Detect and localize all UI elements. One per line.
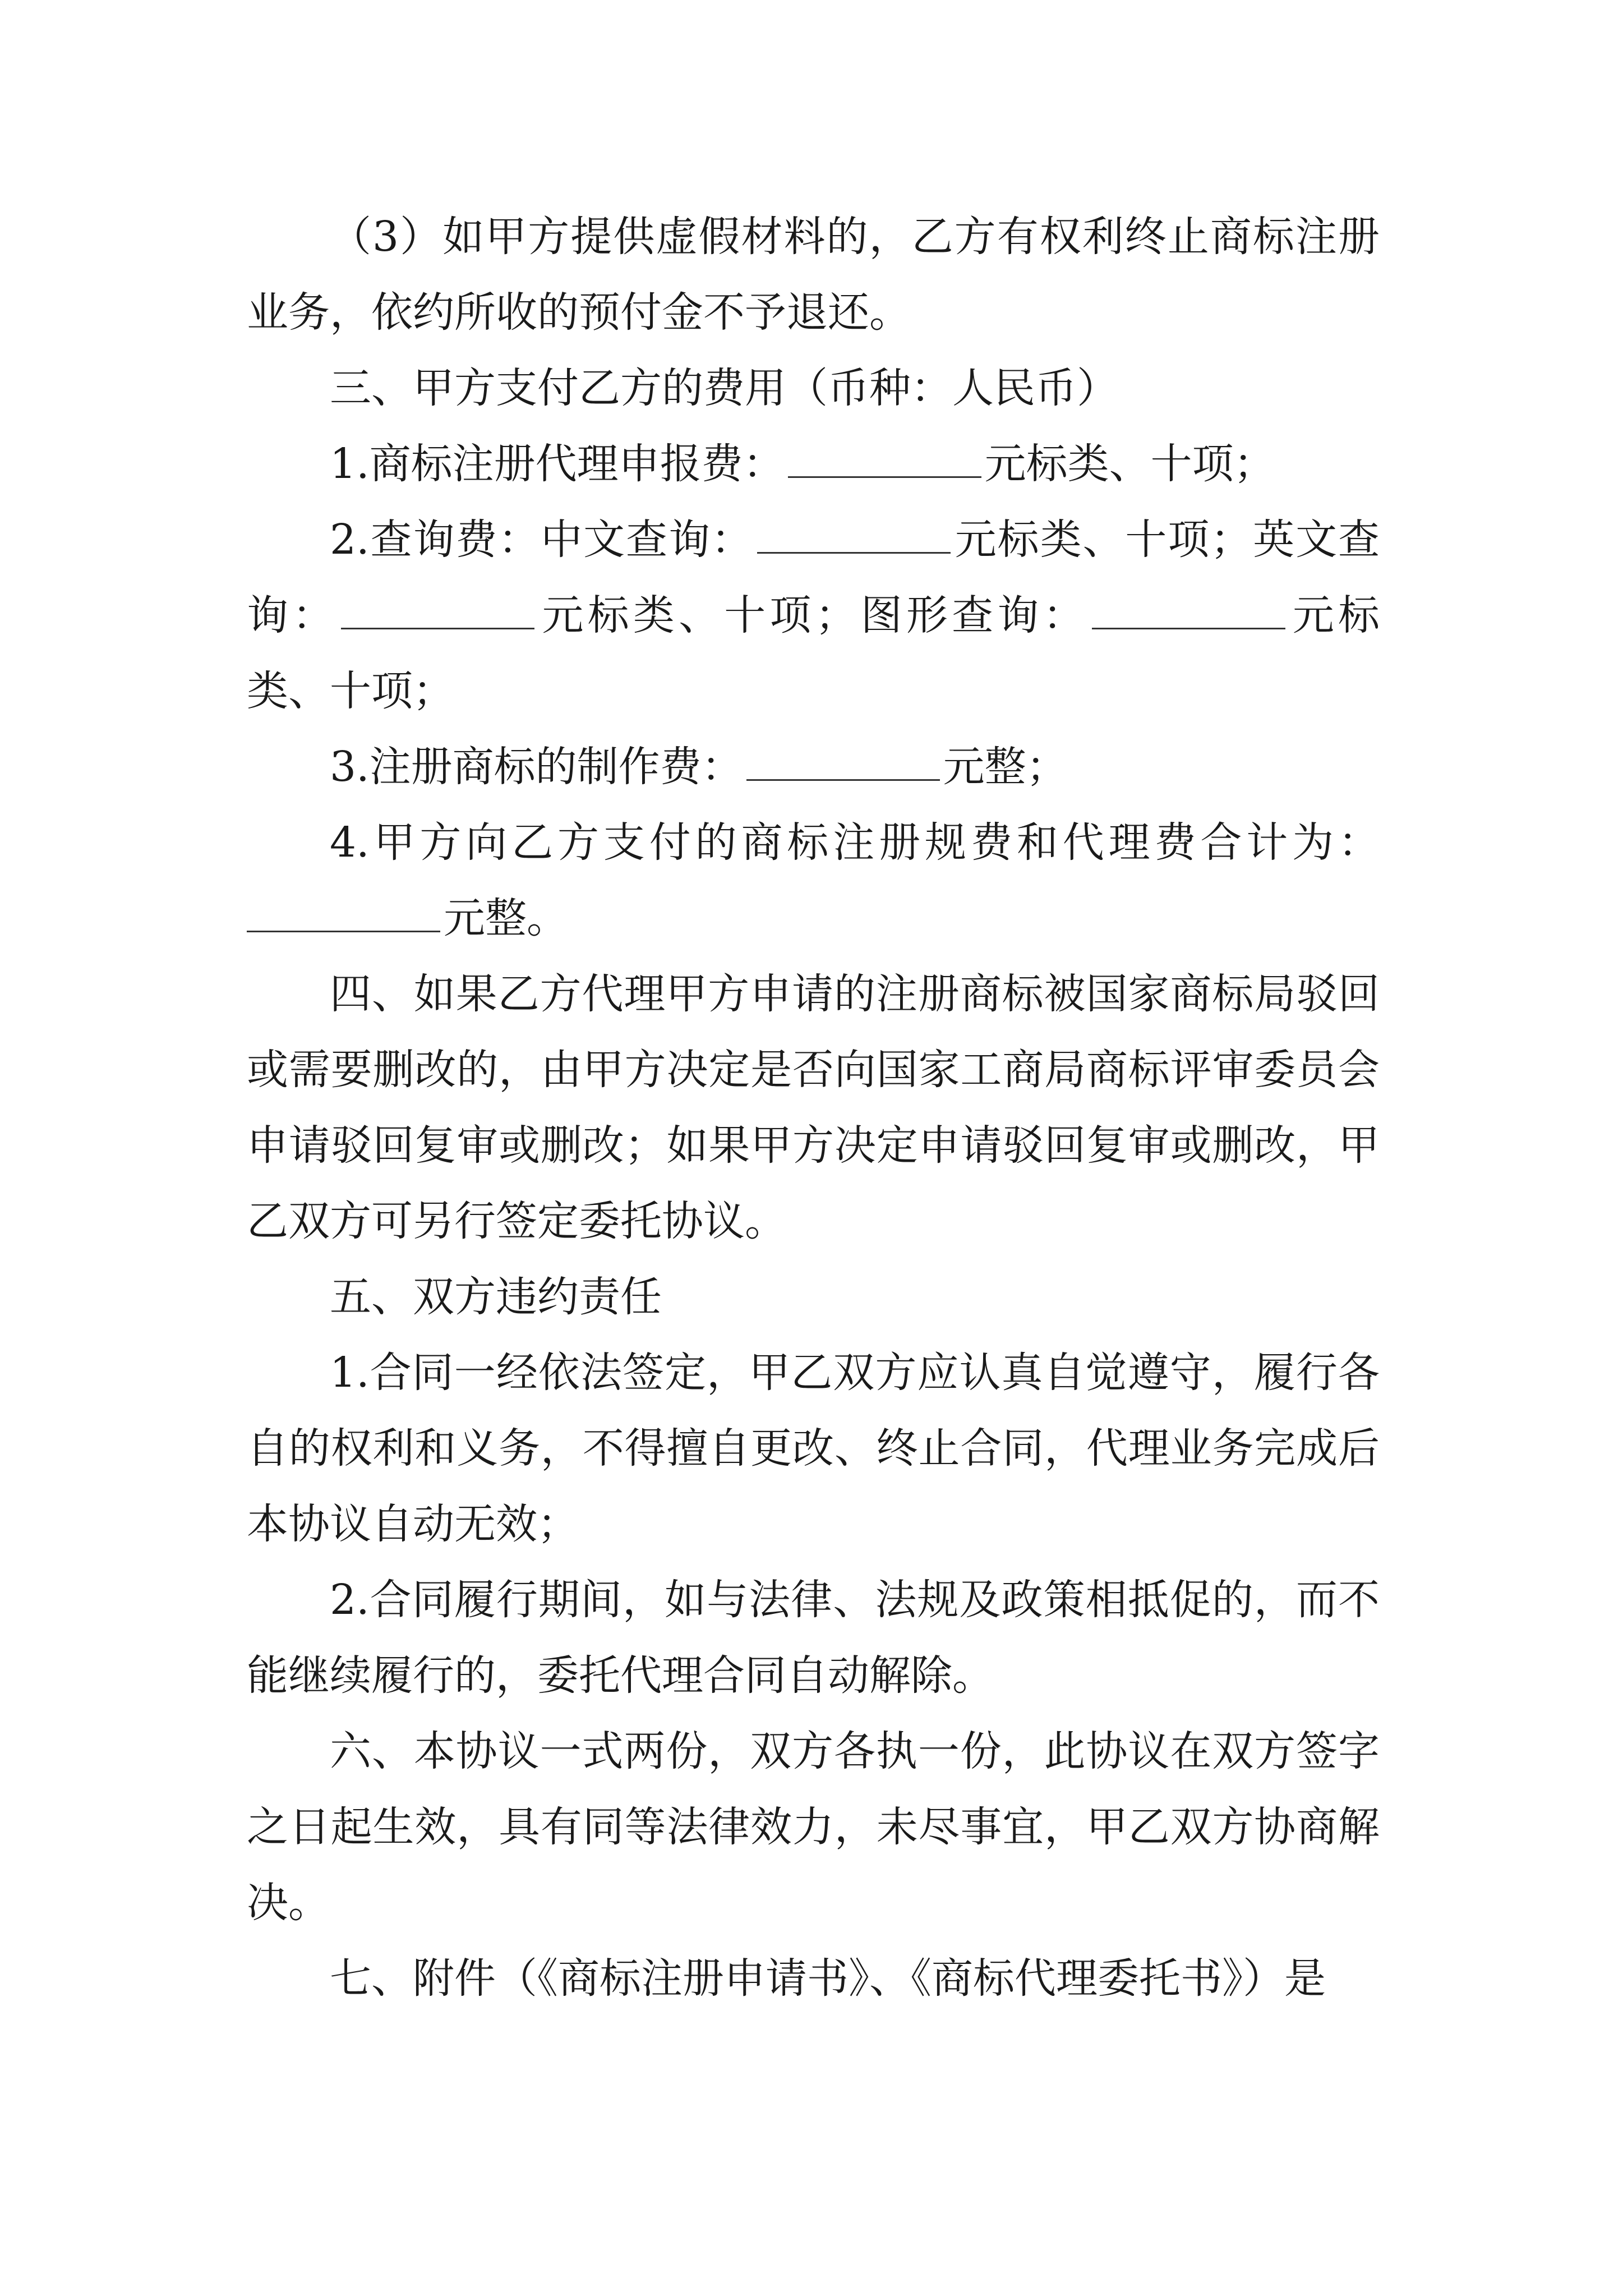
section-rejection: 四、如果乙方代理甲方申请的注册商标被国家商标局驳回或需要删改的，由甲方决定是否向国家工商局商标评审委员会申请驳回复审或删改；如果甲方决定申请驳回复审或删改，甲乙双方可另行签定委托协议。	[247, 970, 1380, 1245]
document-page	[247, 199, 1380, 2017]
blank-line	[788, 443, 981, 478]
fee-label: 4.甲方向乙方支付的商标注册规费和代理费合计为：	[330, 818, 1380, 867]
blank-line	[247, 897, 440, 932]
fee-unit: 元标类、十项；图形查询：	[538, 591, 1089, 639]
fee-label: 1.商标注册代理申报费：	[330, 440, 785, 488]
fee-item-application	[247, 426, 1380, 502]
section-attachments: 七、附件（《商标注册申请书》、《商标代理委托书》）是	[330, 1954, 1326, 2003]
section-fees-heading: 三、甲方支付乙方的费用（币种：人民币）	[330, 364, 1118, 412]
fee-item-total	[247, 805, 1380, 956]
fee-unit: 元标类、十项；	[247, 591, 1380, 715]
blank-line	[757, 518, 951, 554]
blank-line	[746, 746, 940, 781]
fee-unit: 元整；	[943, 743, 1068, 791]
fee-unit: 元整。	[444, 894, 568, 942]
fee-item-production	[247, 729, 1380, 805]
blank-line	[1092, 594, 1285, 629]
liability-item-1: 1.合同一经依法签定，甲乙双方应认真自觉遵守，履行各自的权利和义务，不得擅自更改、终止合同，代理业务完成后本协议自动无效；	[247, 1349, 1380, 1548]
fee-label: 2.查询费：中文查询：	[330, 516, 754, 564]
section-copies: 六、本协议一式两份，双方各执一份，此协议在双方签字之日起生效，具有同等法律效力，未尽事宜，甲乙双方协商解决。	[247, 1727, 1380, 1927]
liability-item-2: 2.合同履行期间，如与法律、法规及政策相抵促的，而不能继续履行的，委托代理合同自动解除。	[247, 1576, 1380, 1700]
fee-item-search	[247, 502, 1380, 729]
clause-false-materials: （3）如甲方提供虚假材料的，乙方有权利终止商标注册业务，依约所收的预付金不予退还。	[247, 213, 1380, 337]
section-liability-heading: 五、双方违约责任	[330, 1273, 662, 1321]
blank-line	[341, 594, 534, 629]
fee-label: 3.注册商标的制作费：	[330, 743, 743, 791]
fee-unit: 元标类、十项；	[984, 440, 1275, 488]
fee-unit: 元标类、十项；英文查询：	[247, 516, 1380, 639]
